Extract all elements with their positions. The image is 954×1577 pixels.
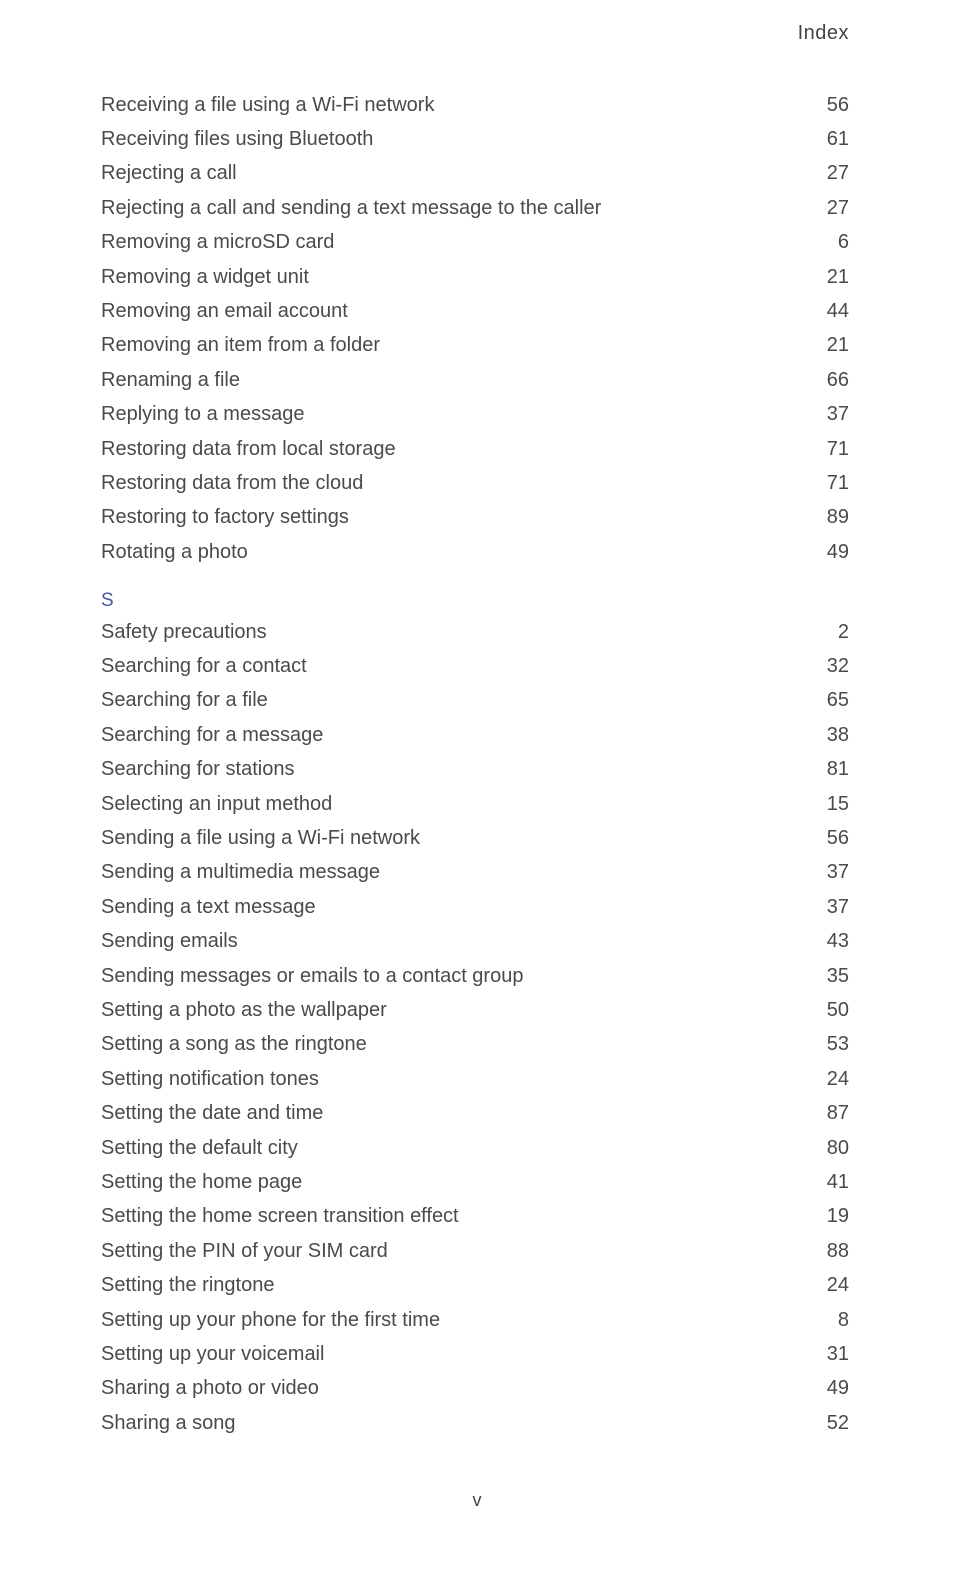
entry-page: 56 [826,827,849,850]
entry-label: Setting the ringtone [101,1274,275,1297]
entry-page: 49 [826,540,849,563]
entry-page: 37 [826,403,849,426]
entry-page: 24 [826,1067,849,1090]
entry-page: 38 [826,723,849,746]
index-entry [101,787,849,821]
entry-label: Setting the home page [101,1170,303,1193]
entry-page: 66 [826,368,849,391]
index-entry [101,191,849,225]
index-entry [101,856,849,890]
entry-label: Sending a file using a Wi-Fi network [101,827,421,850]
page-header-title: Index [797,22,849,44]
index-entry [101,1337,849,1371]
entry-page: 37 [826,895,849,918]
index-entry [101,88,849,122]
entry-page: 81 [826,758,849,781]
index-section-s [101,587,849,1440]
entry-label: Setting up your voicemail [101,1342,325,1365]
entry-label: Rejecting a call [101,162,237,185]
index-entry [101,466,849,500]
entry-page: 24 [826,1274,849,1297]
entry-page: 52 [826,1411,849,1434]
index-entry [101,684,849,718]
entry-page: 88 [826,1239,849,1262]
entry-label: Sharing a photo or video [101,1377,319,1400]
entry-page: 44 [826,300,849,323]
entry-label: Safety precautions [101,620,267,643]
index-entry [101,615,849,649]
index-entry [101,501,849,535]
index-entry [101,1062,849,1096]
index-entry [101,821,849,855]
entry-label: Restoring data from local storage [101,437,396,460]
index-entry [101,890,849,924]
index-entry [101,363,849,397]
index-entry [101,1406,849,1440]
index-entry [101,398,849,432]
entry-label: Setting up your phone for the first time [101,1308,441,1331]
index-entry [101,1165,849,1199]
entry-page: 21 [826,265,849,288]
entry-page: 32 [826,655,849,678]
entry-label: Rotating a photo [101,540,248,563]
index-entry [101,1200,849,1234]
index-entry [101,432,849,466]
entry-page: 8 [837,1308,849,1331]
entry-label: Setting a song as the ringtone [101,1033,367,1056]
index-entry [101,329,849,363]
index-entry [101,753,849,787]
entry-page: 56 [826,93,849,116]
index-entry [101,157,849,191]
entry-label: Setting the default city [101,1136,298,1159]
index-entry [101,959,849,993]
entry-page: 87 [826,1102,849,1125]
entry-label: Removing a widget unit [101,265,309,288]
entry-page: 31 [826,1342,849,1365]
entry-page: 43 [826,930,849,953]
entry-label: Searching for a message [101,723,324,746]
entry-label: Setting the date and time [101,1102,324,1125]
index-entry [101,649,849,683]
entry-page: 65 [826,689,849,712]
entry-label: Setting the home screen transition effect [101,1205,459,1228]
entry-label: Sending a text message [101,895,316,918]
entry-page: 15 [826,792,849,815]
entry-label: Searching for stations [101,758,295,781]
entry-label: Restoring data from the cloud [101,471,364,494]
entry-label: Sharing a song [101,1411,236,1434]
entry-page: 53 [826,1033,849,1056]
entry-page: 89 [826,506,849,529]
entry-label: Rejecting a call and sending a text message to the caller [101,196,602,219]
entry-label: Selecting an input method [101,792,333,815]
entry-page: 6 [837,231,849,254]
entry-label: Setting a photo as the wallpaper [101,998,387,1021]
entry-label: Replying to a message [101,403,305,426]
index-entry [101,1372,849,1406]
entry-label: Receiving a file using a Wi-Fi network [101,93,435,116]
entry-label: Setting notification tones [101,1067,319,1090]
entry-page: 49 [826,1377,849,1400]
index-entry [101,1096,849,1130]
entry-label: Sending messages or emails to a contact group [101,964,524,987]
entry-label: Restoring to factory settings [101,506,349,529]
entry-page: 21 [826,334,849,357]
entry-page: 35 [826,964,849,987]
index-entry [101,1268,849,1302]
index-entry [101,226,849,260]
entry-page: 19 [826,1205,849,1228]
entry-page: 71 [826,471,849,494]
entry-label: Removing an item from a folder [101,334,381,357]
index-entry [101,1303,849,1337]
index-entry [101,925,849,959]
entry-label: Renaming a file [101,368,240,391]
index-entry [101,1028,849,1062]
index-entry [101,260,849,294]
index-entry [101,294,849,328]
entry-page: 27 [826,162,849,185]
index-entry [101,1234,849,1268]
entry-page: 50 [826,998,849,1021]
entry-label: Removing an email account [101,300,348,323]
entry-label: Sending emails [101,930,238,953]
index-entry [101,993,849,1027]
entry-page: 27 [826,196,849,219]
index-section-r [101,88,849,569]
entry-label: Setting the PIN of your SIM card [101,1239,388,1262]
entry-label: Sending a multimedia message [101,861,381,884]
entry-label: Removing a microSD card [101,231,335,254]
index-entry [101,122,849,156]
entry-page: 41 [826,1170,849,1193]
index-entry [101,718,849,752]
entry-page: 80 [826,1136,849,1159]
index-entry [101,1131,849,1165]
entry-label: Receiving files using Bluetooth [101,128,374,151]
section-letter: S [101,590,114,611]
entry-page: 61 [826,128,849,151]
entry-page: 71 [826,437,849,460]
entry-page: 2 [837,620,849,643]
entry-label: Searching for a file [101,689,268,712]
entry-page: 37 [826,861,849,884]
index-entry [101,535,849,569]
page-number: v [472,1490,482,1510]
entry-label: Searching for a contact [101,655,307,678]
